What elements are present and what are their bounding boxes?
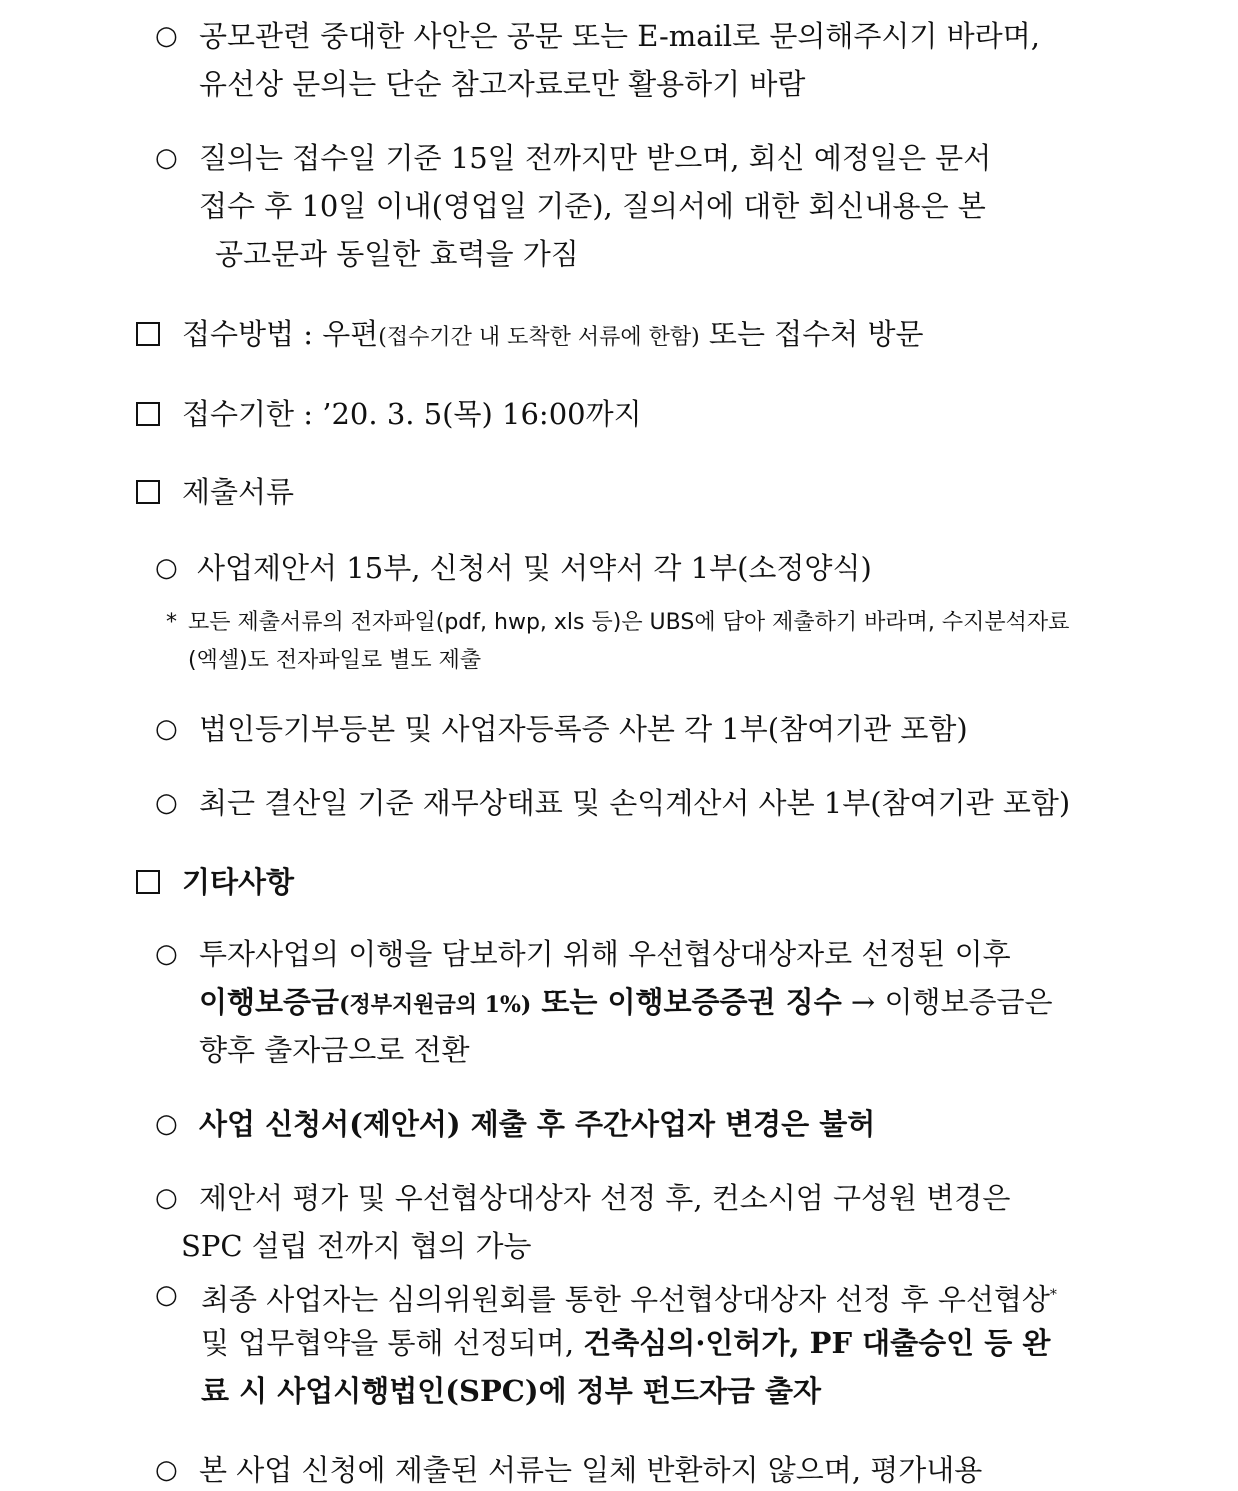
inquiry-line-2: 유선상 문의는 단순 참고자료로만 활용하기 바람 — [199, 67, 806, 101]
question-line-3: 공고문과 동일한 효력을 가짐 — [215, 237, 579, 271]
document-page: ○ 공모관련 중대한 사안은 공문 또는 E-mail로 문의해주시기 바라며, 유선상 문의는 단순 참고자료로만 활용하기 바람 ○ 질의는 접수일 기준 15일 전까지만 받으며, 회신 예정일은 문서 접수 후 10일 이내(영업일 기준), 질의서에 대한 회신내용은 본 공고문과 동일한 효력을 가짐 접수방법 : 우편(접수기간 내 도착한 서류에 한함) 또는 접수처 방문 접수기한 : ’20. 3. 5(목) 16:00까지 제출서류 ○ 사업제안서 15부, 신청서 및 서약서 각 1부(소정양식) * 모든 제출서류의 전자파일(pdf, hwp, xls 등)은 UBS에 담아 제출하기 바라며, 수지분석자료 (엑셀)도 전자파일로 별도 제출 ○ 법인등기부등본 및 사업자등록증 사본 각 1부(참여기관 포함) ○ 최근 결산일 기준 재무상태표 및 손익계산서 사본 1부(참여기관 포함) 기타사항 ○ 투자사업의 이행을 담보하기 위해 우선협상대상자로 선정된 이후 이행보증금(정부지원금의 1%) 또는 이행보증증권 징수 → 이행보증금은 향후 출자금으로 전환 ○ 사업 신청서(제안서) 제출 후 주간사업자 변경은 불허 ○ 제안서 평가 및 우선협상대상자 선정 후, 컨소시엄 구성원 변경은 SPC 설립 전까지 협의 가능 ○ 최종 사업자는 심의위원회를 통한 우선협상대상자 선정 후 우선협상* 및 업무협약을 통해 선정되며, 건축심의·인허가, PF 대출승인 등 완 료 시 사업시행법인(SPC)에 정부 펀드자금 출자 ○ 본 사업 신청에 제출된 서류는 일체 반환하지 않으며, 평가내용 — [0, 0, 1238, 1491]
checkbox-square-icon — [136, 870, 160, 894]
checkbox-square-icon — [136, 322, 160, 346]
others-heading: 기타사항 — [182, 865, 295, 899]
reception-deadline-text: 접수기한 : ’20. 3. 5(목) 16:00까지 — [182, 397, 642, 431]
question-line-2: 접수 후 10일 이내(영업일 기준), 질의서에 대한 회신내용은 본 — [199, 189, 986, 223]
final-line-1: 최종 사업자는 심의위원회를 통한 우선협상대상자 선정 후 우선협상* — [201, 1282, 1057, 1317]
circle-bullet: ○ — [155, 939, 178, 969]
final-line-2: 및 업무협약을 통해 선정되며, 건축심의·인허가, PF 대출승인 등 완 — [201, 1326, 1051, 1360]
reception-method-text: 접수방법 : 우편(접수기간 내 도착한 서류에 한함) 또는 접수처 방문 — [182, 317, 924, 351]
documents-heading: 제출서류 — [182, 475, 295, 509]
circle-bullet: ○ — [155, 553, 178, 583]
circle-bullet: ○ — [155, 788, 178, 818]
circle-bullet: ○ — [155, 21, 178, 51]
inquiry-line-1: 공모관련 중대한 사안은 공문 또는 E-mail로 문의해주시기 바라며, — [199, 19, 1040, 53]
note-line-2: (엑셀)도 전자파일로 별도 제출 — [188, 648, 482, 673]
circle-bullet: ○ — [155, 1109, 178, 1139]
note-asterisk: * — [166, 610, 177, 635]
guarantee-line-2: 이행보증금(정부지원금의 1%) 또는 이행보증증권 징수 → 이행보증금은 — [199, 985, 1053, 1019]
circle-bullet: ○ — [155, 1280, 178, 1310]
question-line-1: 질의는 접수일 기준 15일 전까지만 받으며, 회신 예정일은 문서 — [199, 141, 992, 175]
circle-bullet: ○ — [155, 1455, 178, 1485]
checkbox-square-icon — [136, 480, 160, 504]
note-line-1: 모든 제출서류의 전자파일(pdf, hwp, xls 등)은 UBS에 담아 제출하기 바라며, 수지분석자료 — [188, 610, 1070, 635]
circle-bullet: ○ — [155, 714, 178, 744]
circle-bullet: ○ — [155, 1183, 178, 1213]
checkbox-square-icon — [136, 402, 160, 426]
circle-bullet: ○ — [155, 143, 178, 173]
